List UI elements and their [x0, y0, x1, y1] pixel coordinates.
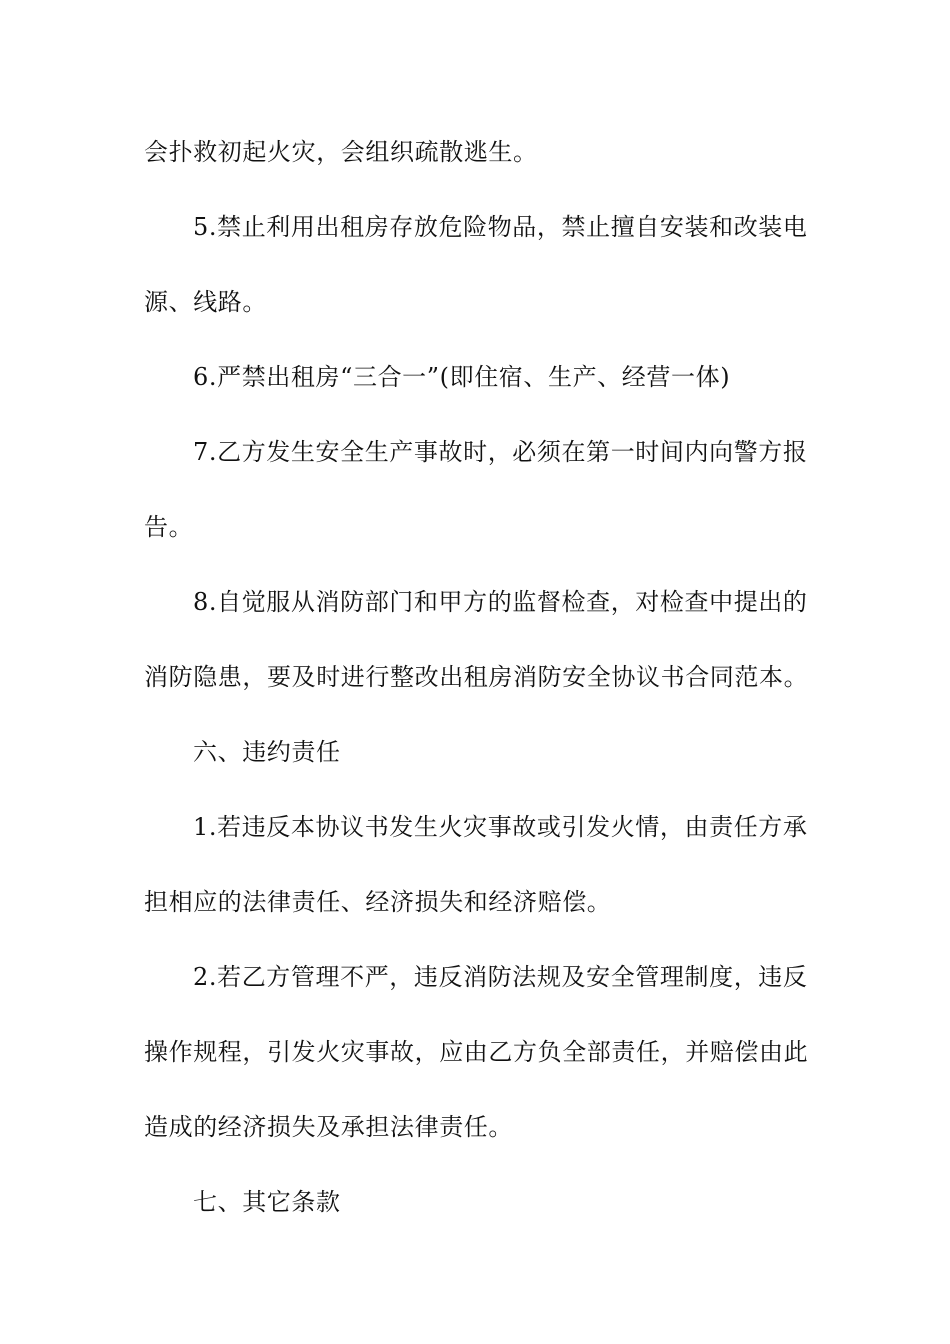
- paragraph-line: 告。: [144, 513, 194, 541]
- paragraph-line: 源、线路。: [144, 288, 267, 316]
- paragraph-line: 2.若乙方管理不严，违反消防法规及安全管理制度，违反: [193, 963, 808, 991]
- section-heading: 七、其它条款: [193, 1188, 341, 1216]
- section-heading: 六、违约责任: [193, 738, 341, 766]
- paragraph-line: 造成的经济损失及承担法律责任。: [144, 1113, 513, 1141]
- paragraph-line: 担相应的法律责任、经济损失和经济赔偿。: [144, 888, 612, 916]
- paragraph-line: 1.若违反本协议书发生火灾事故或引发火情，由责任方承: [193, 813, 808, 841]
- paragraph-line: 5.禁止利用出租房存放危险物品，禁止擅自安装和改装电: [193, 213, 808, 241]
- paragraph-line: 会扑救初起火灾，会组织疏散逃生。: [144, 138, 538, 166]
- paragraph-line: 消防隐患，要及时进行整改出租房消防安全协议书合同范本。: [144, 663, 809, 691]
- paragraph-line: 7.乙方发生安全生产事故时，必须在第一时间内向警方报: [193, 438, 808, 466]
- paragraph-line: 8.自觉服从消防部门和甲方的监督检查，对检查中提出的: [193, 588, 808, 616]
- paragraph-line: 6.严禁出租房“三合一”(即住宿、生产、经营一体): [193, 363, 731, 391]
- paragraph-line: 操作规程，引发火灾事故，应由乙方负全部责任，并赔偿由此: [144, 1038, 809, 1066]
